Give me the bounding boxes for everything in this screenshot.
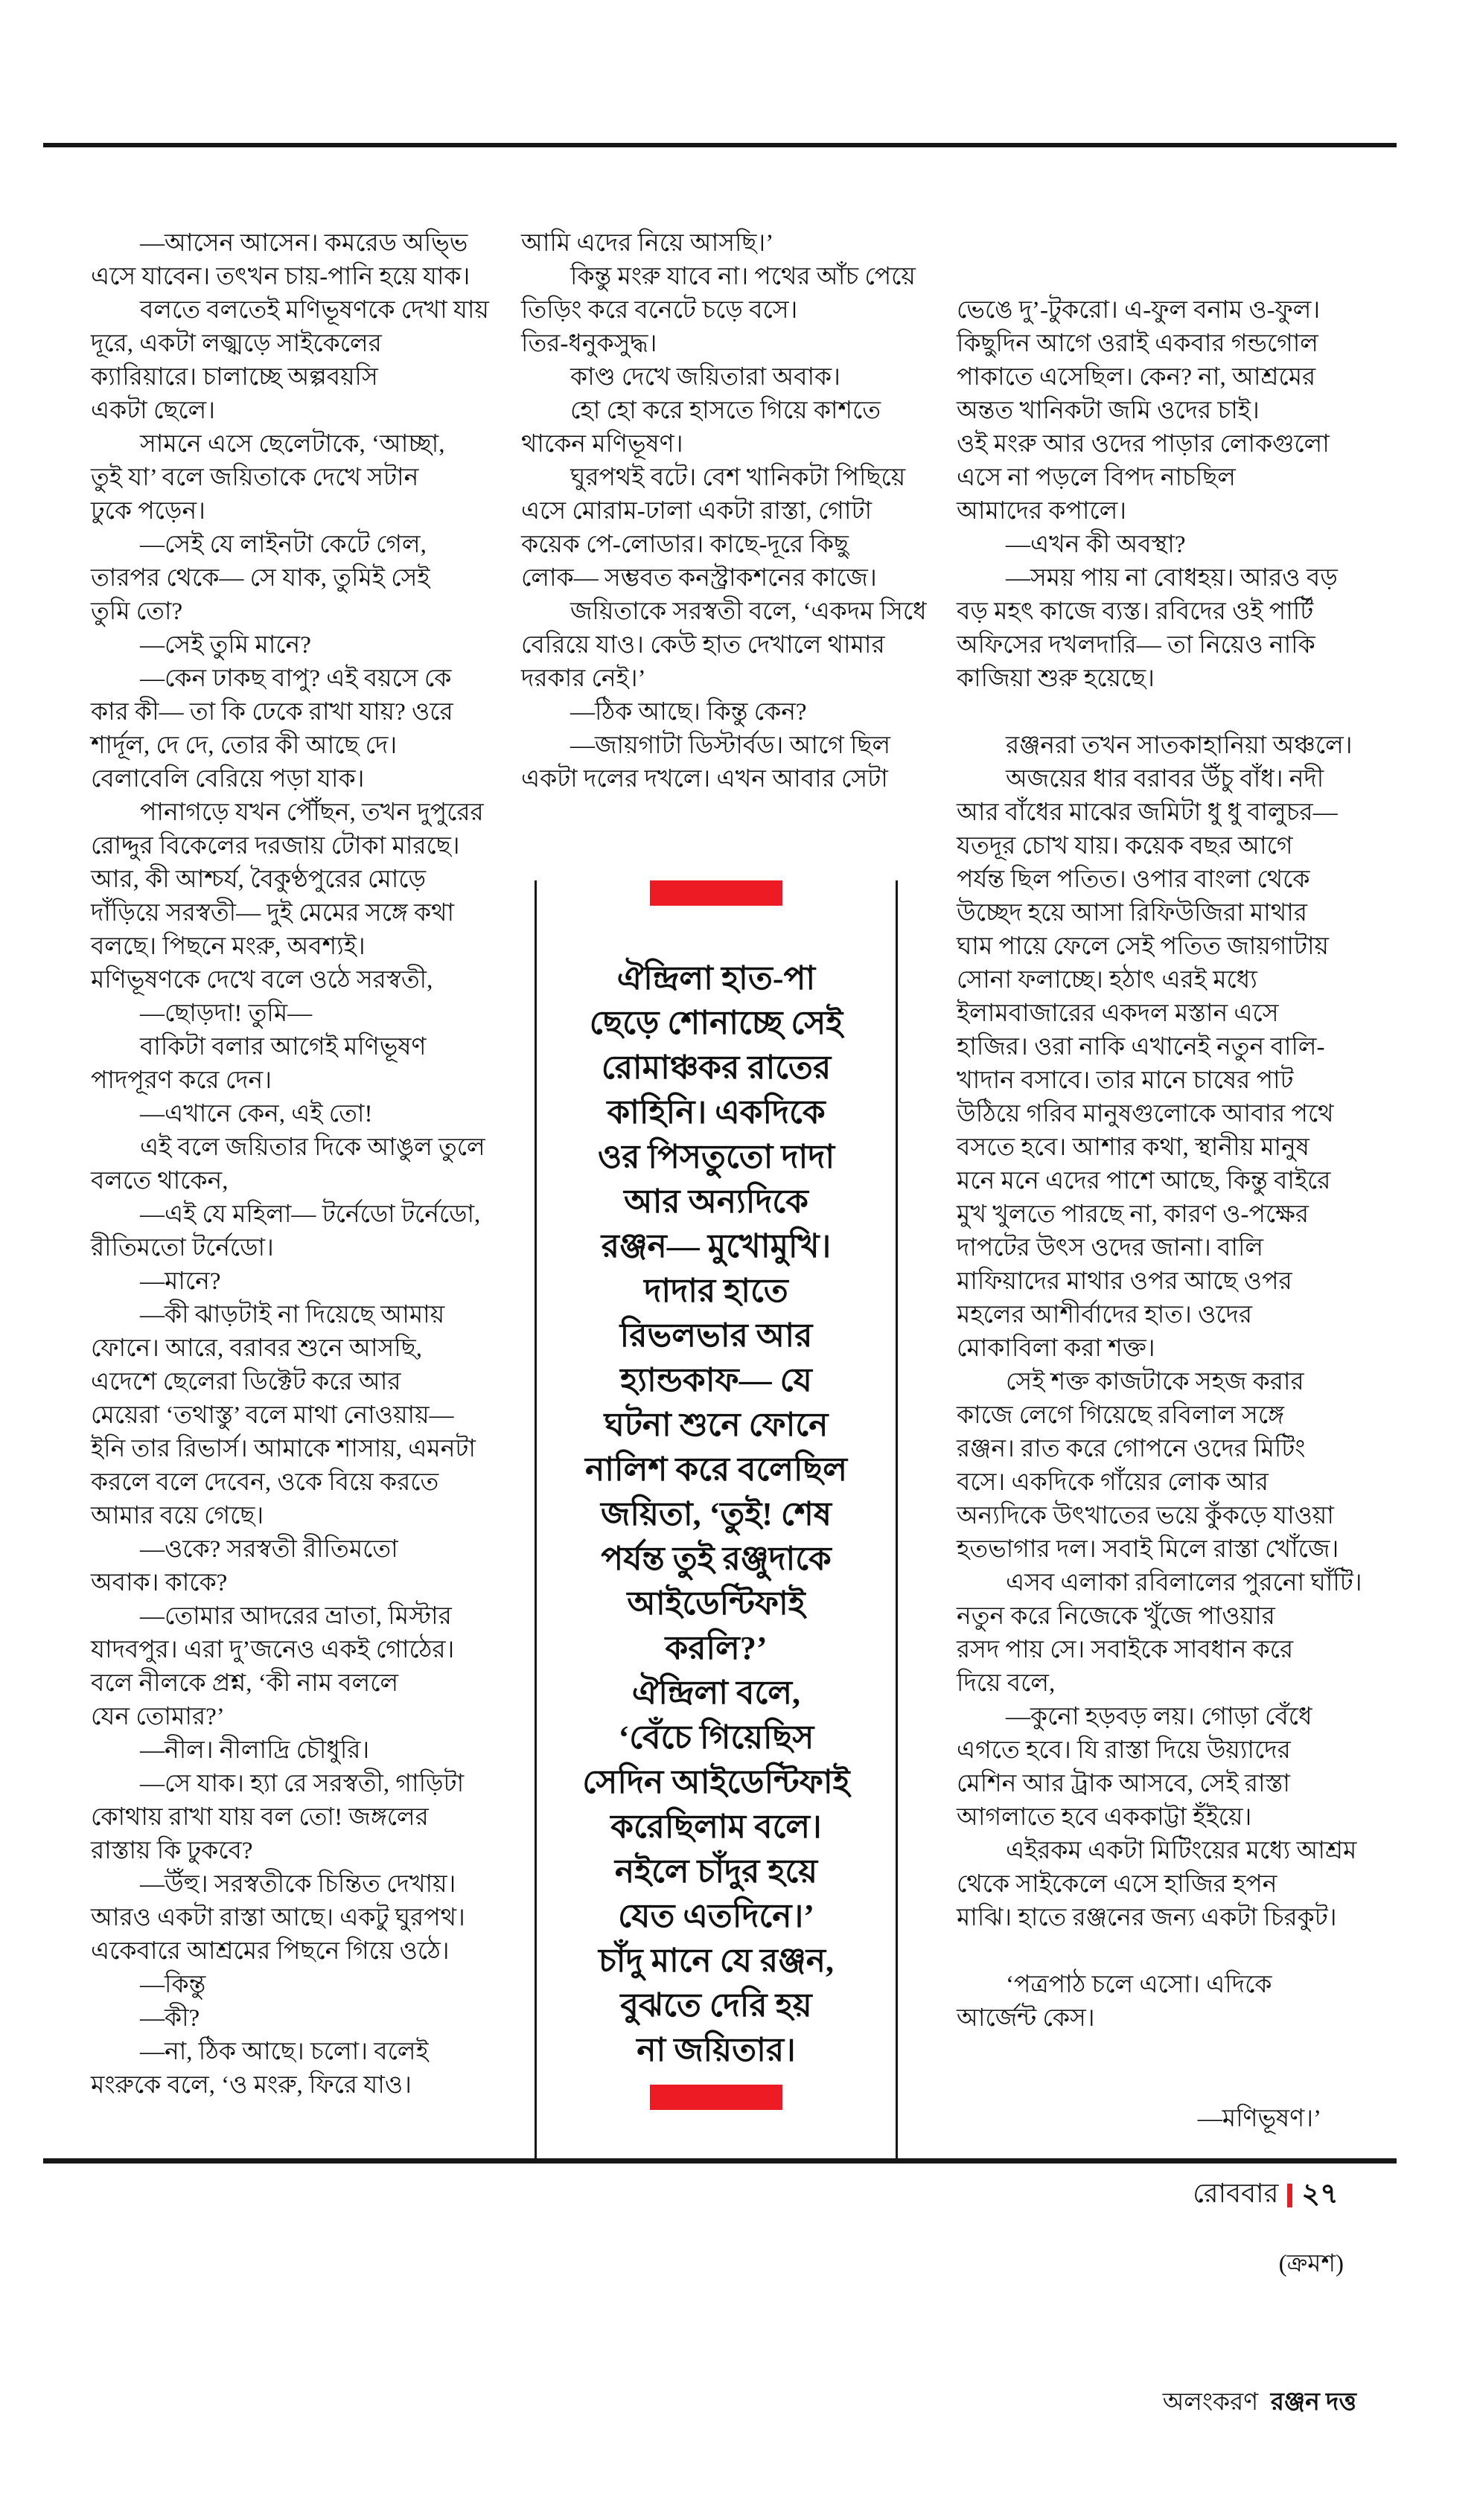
text-line: করেছিলাম বলে। <box>610 1809 822 1845</box>
text-line: আমার বয়ে গেছে। <box>91 1503 264 1529</box>
text-line: —ওকে? সরস্বতী রীতিমতো <box>91 1536 398 1563</box>
pull-quote-text <box>537 956 896 2073</box>
text-line: এদেশে ছেলেরা ডিক্টেট করে আর <box>91 1369 401 1395</box>
text-column-right-lines <box>957 294 1362 2035</box>
text-line: —এই যে মহিলা— টর্নেডো টর্নেডো, <box>91 1201 481 1228</box>
text-line: দরকার নেই।’ <box>521 665 646 692</box>
text-line: করলে বলে দেবেন, ওকে বিয়ে করতে <box>91 1469 439 1496</box>
text-line: বলে নীলকে প্রশ্ন, ‘কী নাম বললে <box>91 1670 399 1697</box>
top-rule <box>43 143 1397 147</box>
text-line: মোকাবিলা করা শক্ত। <box>957 1335 1155 1362</box>
text-line: কিন্তু মংরু যাবে না। পথের আঁচ পেয়ে <box>521 263 916 290</box>
text-line: —ঠিক আছে। কিন্তু কেন? <box>521 699 807 726</box>
text-line: মংরুকে বলে, ‘ও মংরু, ফিরে যাও। <box>91 2072 412 2099</box>
text-line: তারপর থেকে— সে যাক, তুমিই সেই <box>91 565 430 592</box>
text-line: অন্তত খানিকটা জমি ওদের চাই। <box>957 397 1260 424</box>
text-line: কিছুদিন আগে ওরাই একবার গন্ডগোল <box>957 330 1318 357</box>
text-line: বাকিটা বলার আগেই মণিভূষণ <box>91 1034 427 1061</box>
text-line: পর্যন্ত তুই রঞ্জুদাকে <box>601 1541 832 1577</box>
text-line: কাজে লেগে গিয়েছে রবিলাল সঙ্গে <box>957 1402 1284 1429</box>
text-line: ভেঙে দু’-টুকরো। এ-ফুল বনাম ও-ফুল। <box>957 297 1321 324</box>
text-line: পাদপূরণ করে দেন। <box>91 1067 272 1094</box>
text-line: ঐন্দ্রিলা বলে, <box>631 1675 801 1711</box>
text-line: কার কী— তা কি ঢেকে রাখা যায়? ওরে <box>91 699 453 726</box>
text-line: —সেই যে লাইনটা কেটে গেল, <box>91 531 427 558</box>
text-line: নইলে চাঁদুর হয়ে <box>614 1853 818 1890</box>
text-line: যতদূর চোখ যায়। কয়েক বছর আগে <box>957 833 1293 860</box>
text-line: জয়িতাকে সরস্বতী বলে, ‘একদম সিধে <box>521 598 927 625</box>
text-line: ইনি তার রিভার্স। আমাকে শাসায়, এমনটা <box>91 1436 476 1462</box>
text-line: বড় মহৎ কাজে ব্যস্ত। রবিদের ওই পার্টি <box>957 598 1314 625</box>
text-line: আর বাঁধের মাঝের জমিটা ধু ধু বালুচর— <box>957 799 1338 826</box>
page-footer <box>1161 2172 1370 2219</box>
text-line: সামনে এসে ছেলেটাকে, ‘আচ্ছা, <box>91 431 445 458</box>
text-column-middle <box>521 227 927 837</box>
text-line: তিড়িং করে বনেটে চড়ে বসে। <box>521 297 798 324</box>
text-line: এসে মোরাম-ঢালা একটা রাস্তা, গোটা <box>521 498 873 525</box>
text-line: মনে মনে এদের পাশে আছে, কিন্তু বাইরে <box>957 1168 1331 1195</box>
text-line: ফোনে। আরে, বরাবর শুনে আসছি, <box>91 1335 422 1362</box>
text-line: উচ্ছেদ হয়ে আসা রিফিউজিরা মাথার <box>957 900 1307 927</box>
text-line: পানাগড়ে যখন পৌঁছন, তখন দুপুরের <box>91 799 484 826</box>
pull-quote-bottom-bar <box>650 2085 782 2110</box>
text-line: ওর পিসতুতো দাদা <box>597 1139 835 1175</box>
text-line: মহলের আশীর্বাদের হাত। ওদের <box>957 1302 1253 1328</box>
text-line: ‘পত্রপাঠ চলে এসো। এদিকে <box>957 1971 1272 1998</box>
text-line: আগলাতে হবে এককাট্টা হঁইয়ে। <box>957 1804 1252 1831</box>
footer-separator <box>1287 2184 1292 2207</box>
text-line: ক্যারিয়ারে। চালাচ্ছে অল্পবয়সি <box>91 364 378 391</box>
text-line: থাকেন মণিভূষণ। <box>521 431 683 458</box>
magazine-name: রোববার <box>1193 2178 1279 2208</box>
text-line: সেই শক্ত কাজটাকে সহজ করার <box>957 1369 1304 1395</box>
text-line: বলতে থাকেন, <box>91 1168 229 1195</box>
text-line: কোথায় রাখা যায় বল তো! জঙ্গলের <box>91 1804 429 1831</box>
text-line: শার্দূল, দে দে, তোর কী আছে দে। <box>91 732 398 759</box>
text-line: সোনা ফলাচ্ছে। হঠাৎ এরই মধ্যে <box>957 967 1257 994</box>
text-line: হতভাগার দল। সবাই মিলে রাস্তা খোঁজে। <box>957 1536 1339 1563</box>
text-line: বসতে হবে। আশার কথা, স্থানীয় মানুষ <box>957 1134 1309 1161</box>
text-line: ঐন্দ্রিলা হাত-পা <box>616 960 816 997</box>
text-line: যাদবপুর। এরা দু’জনেও একই গোঠের। <box>91 1637 455 1663</box>
text-line: আর অন্যদিকে <box>624 1183 808 1220</box>
text-line: রঞ্জনরা তখন সাতকাহানিয়া অঞ্চলে। <box>957 732 1353 759</box>
text-line: কাহিনি। একদিকে <box>607 1094 826 1131</box>
text-line: একেবারে আশ্রমের পিছনে গিয়ে ওঠে। <box>91 1938 450 1965</box>
text-line: মণিভূষণকে দেখে বলে ওঠে সরস্বতী, <box>91 967 433 994</box>
text-line: —আসেন আসেন। কমরেড অভ্ভি <box>91 230 468 257</box>
text-line: আইডেন্টিফাই <box>627 1585 806 1622</box>
letter-signoff: —মণিভূষণ।’ <box>1197 2105 1321 2132</box>
text-line: রোমাঞ্চকর রাতের <box>601 1049 832 1086</box>
text-line: এইরকম একটা মিটিংয়ের মধ্যে আশ্রম <box>957 1838 1357 1864</box>
text-line: পাকাতে এসেছিল। কেন? না, আশ্রমের <box>957 364 1316 391</box>
text-line: থেকে সাইকেলে এসে হাজির হপন <box>957 1871 1277 1898</box>
text-line: ইলামবাজারের একদল মস্তান এসে <box>957 1000 1279 1027</box>
text-line: করলি?’ <box>665 1630 768 1666</box>
text-line: ঘাম পায়ে ফেলে সেই পতিত জায়গাটায় <box>957 933 1329 960</box>
text-line: বুঝতে দেরি হয় <box>620 1987 812 2024</box>
text-line: রোদ্দুর বিকেলের দরজায় টোকা মারছে। <box>91 833 460 860</box>
text-line: ছেড়ে শোনাচ্ছে সেই <box>589 1005 843 1041</box>
text-line: —কী? <box>91 2005 200 2032</box>
text-line: —কী ঝাড়টাই না দিয়েছে আমায় <box>91 1302 445 1328</box>
text-line: লোক— সম্ভবত কনস্ট্রাকশনের কাজে। <box>521 565 877 592</box>
text-line: —মানে? <box>91 1268 221 1295</box>
text-line: রঞ্জন— মুখোমুখি। <box>601 1228 832 1264</box>
text-line: হ্যান্ডকাফ— যে <box>620 1362 812 1398</box>
text-line: —ছোড়দা! তুমি— <box>91 1000 313 1027</box>
text-line: বেরিয়ে যাও। কেউ হাত দেখালে থামার <box>521 632 885 659</box>
text-line: একটা দলের দখলে। এখন আবার সেটা <box>521 766 888 793</box>
text-line: নতুন করে নিজেকে খুঁজে পাওয়ার <box>957 1603 1275 1630</box>
text-line: মেয়েরা ‘তথাস্তু’ বলে মাথা নোওয়ায়— <box>91 1402 454 1429</box>
text-line: উঠিয়ে গরিব মানুষগুলোকে আবার পথে <box>957 1101 1334 1128</box>
text-line: অবাক। কাকে? <box>91 1570 228 1596</box>
text-line: আর, কী আশ্চর্য, বৈকুণ্ঠপুরের মোড়ে <box>91 866 427 893</box>
text-line: কাণ্ড দেখে জয়িতারা অবাক। <box>521 364 840 391</box>
text-line: তুমি তো? <box>91 598 183 625</box>
text-line: এগতে হবে। যি রাস্তা দিয়ে উয়্যাদের <box>957 1737 1291 1764</box>
text-line: —কেন ঢাকছ বাপু? এই বয়সে কে <box>91 665 452 692</box>
text-line: মেশিন আর ট্রাক আসবে, সেই রাস্তা <box>957 1771 1290 1797</box>
text-line: —কুনো হড়বড় লয়। গোড়া বেঁধে <box>957 1704 1312 1730</box>
text-line: পর্যন্ত ছিল পতিত। ওপার বাংলা থেকে <box>957 866 1310 893</box>
text-line: হাজির। ওরা নাকি এখানেই নতুন বালি- <box>957 1034 1325 1061</box>
text-line <box>957 696 1362 729</box>
text-line: দিয়ে বলে, <box>957 1670 1056 1697</box>
text-line: মাফিয়াদের মাথার ওপর আছে ওপর <box>957 1268 1292 1295</box>
text-line: দূরে, একটা লজ্ঝড়ে সাইকেলের <box>91 330 382 357</box>
bottom-rule <box>43 2158 1397 2164</box>
text-line: দাপটের উৎস ওদের জানা। বালি <box>957 1235 1264 1261</box>
text-line: ঘটনা শুনে ফোনে <box>604 1407 829 1443</box>
text-line: ঢুকে পড়েন। <box>91 498 205 525</box>
text-line: রাস্তায় কি ঢুকবে? <box>91 1838 253 1864</box>
text-line: চাঁদু মানে যে রঞ্জন, <box>598 1942 834 1979</box>
text-line: আমি এদের নিয়ে আসছি।’ <box>521 230 774 257</box>
text-line: —না, ঠিক আছে। চলো। বলেই <box>91 2038 429 2065</box>
text-line: একটা ছেলে। <box>91 397 216 424</box>
illustration-credit <box>957 2353 1362 2453</box>
text-line: আরও একটা রাস্তা আছে। একটু ঘুরপথ। <box>91 1905 465 1931</box>
text-line <box>957 1935 1362 1969</box>
text-line: রিভলভার আর <box>619 1317 813 1354</box>
text-line: বেলাবেলি বেরিয়ে পড়া যাক। <box>91 766 365 793</box>
text-line: —কিন্তু <box>91 1971 206 1998</box>
text-line: —উঁহু। সরস্বতীকে চিন্তিত দেখায়। <box>91 1871 456 1898</box>
text-line: কয়েক পে-লোডার। কাছে-দূরে কিছু <box>521 531 849 558</box>
text-line: —নীল। নীলাদ্রি চৌধুরি। <box>91 1737 370 1764</box>
text-line: —সময় পায় না বোধহয়। আরও বড় <box>957 565 1338 592</box>
text-line: —সে যাক। হ্যা রে সরস্বতী, গাড়িটা <box>91 1771 465 1797</box>
credit-label: অলংকরণ <box>1162 2389 1259 2416</box>
text-line: জয়িতা, ‘তুই! শেষ <box>601 1496 832 1532</box>
text-line: তুই যা’ বলে জয়িতাকে দেখে সটান <box>91 464 419 491</box>
text-line: অফিসের দখলদারি— তা নিয়েও নাকি <box>957 632 1315 659</box>
text-line: —তোমার আদরের ভ্রাতা, মিস্টার <box>91 1603 452 1630</box>
text-line: মুখ খুলতে পারছে না, কারণ ও-পক্ষের <box>957 1201 1309 1228</box>
text-line: —জায়গাটা ডিস্টার্বড। আগে ছিল <box>521 732 891 759</box>
pull-quote <box>535 880 898 2160</box>
text-line: রসদ পায় সে। সবাইকে সাবধান করে <box>957 1637 1294 1663</box>
text-line: ঘুরপথই বটে। বেশ খানিকটা পিছিয়ে <box>521 464 906 491</box>
page-number: ২৭ <box>1301 2178 1339 2210</box>
text-line: এসে না পড়লে বিপদ নাচছিল <box>957 464 1236 491</box>
to-be-continued: (ক্রমশ) <box>1278 2251 1344 2277</box>
text-line: এসে যাবেন। তৎখন চায়-পানি হয়ে যাক। <box>91 263 470 290</box>
text-line: মাঝি। হাতে রঞ্জনের জন্য একটা চিরকুট। <box>957 1905 1337 1931</box>
text-line: —এখন কী অবস্থা? <box>957 531 1186 558</box>
text-line: ওই মংরু আর ওদের পাড়ার লোকগুলো <box>957 431 1330 458</box>
text-line: তির-ধনুকসুদ্ধ। <box>521 330 657 357</box>
text-line: হো হো করে হাসতে গিয়ে কাশতে <box>521 397 881 424</box>
text-line: যেত এতদিনে।’ <box>618 1898 814 1934</box>
text-line: আর্জেন্ট কেস। <box>957 2005 1095 2032</box>
text-line: সেদিন আইডেন্টিফাই <box>582 1764 850 1800</box>
text-line: কাজিয়া শুরু হয়েছে। <box>957 665 1155 692</box>
pull-quote-top-bar <box>650 880 782 906</box>
text-line: রীতিমতো টর্নেডো। <box>91 1235 274 1261</box>
text-line: আমাদের কপালে। <box>957 498 1127 525</box>
text-line: এই বলে জয়িতার দিকে আঙুল তুলে <box>91 1134 485 1161</box>
text-line: এসব এলাকা রবিলালের পুরনো ঘাঁটি। <box>957 1570 1362 1596</box>
text-line: —সেই তুমি মানে? <box>91 632 311 659</box>
text-line: রঞ্জন। রাত করে গোপনে ওদের মিটিং <box>957 1436 1306 1462</box>
text-line: অন্যদিকে উৎখাতের ভয়ে কুঁকড়ে যাওয়া <box>957 1503 1334 1529</box>
text-line: বসে। একদিকে গাঁয়ের লোক আর <box>957 1469 1269 1496</box>
text-line: যেন তোমার?’ <box>91 1704 225 1730</box>
credit-name: রঞ্জন দত্ত <box>1270 2389 1356 2416</box>
text-column-left <box>91 227 506 2132</box>
text-line: বলতে বলতেই মণিভূষণকে দেখা যায় <box>91 297 489 324</box>
text-line: দাঁড়িয়ে সরস্বতী— দুই মেমের সঙ্গে কথা <box>91 900 455 927</box>
text-line: বলছে। পিছনে মংরু, অবশ্যই। <box>91 933 366 960</box>
text-line: ‘বেঁচে গিয়েছিস <box>618 1719 814 1756</box>
text-line: দাদার হাতে <box>644 1273 788 1309</box>
text-line: না জয়িতার। <box>637 2032 796 2068</box>
text-line: —এখানে কেন, এই তো! <box>91 1101 373 1128</box>
text-line: অজয়ের ধার বরাবর উঁচু বাঁধ। নদী <box>957 766 1324 793</box>
text-line: নালিশ করে বলেছিল <box>584 1451 848 1488</box>
text-line: খাদান বসাবে। তার মানে চাষের পাট <box>957 1067 1294 1094</box>
